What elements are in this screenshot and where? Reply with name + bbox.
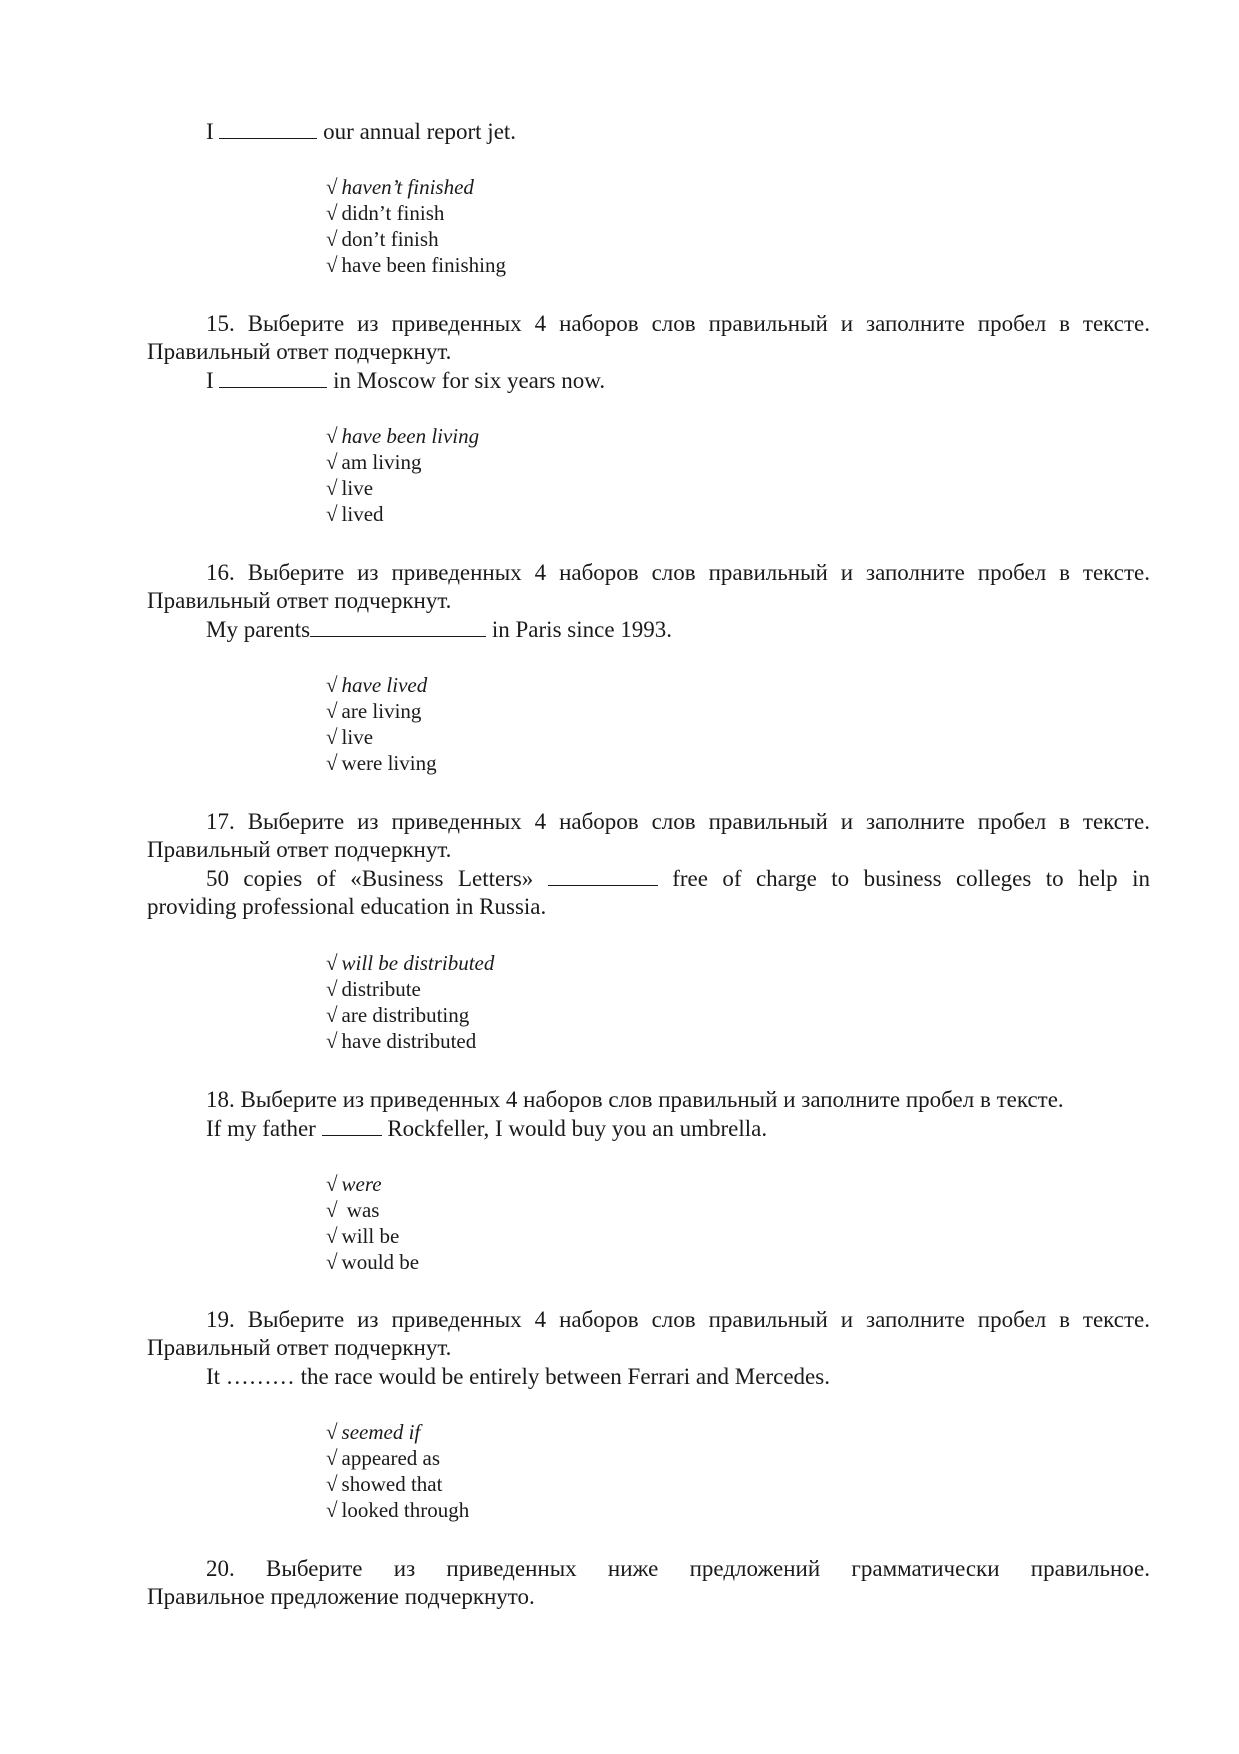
question-20-note: Правильное предложение подчеркнуто. xyxy=(147,1584,535,1609)
option: √ are distributing xyxy=(326,1003,470,1027)
option: √ live xyxy=(326,725,374,749)
instruction-text: Выберите из приведенных 4 наборов слов правильный и заполните пробел в тексте. xyxy=(247,560,1151,585)
option: √ distribute xyxy=(326,977,421,1001)
check-icon: √ xyxy=(326,951,338,975)
option-correct: √ will be distributed xyxy=(326,951,495,975)
question-14-sentence xyxy=(206,118,516,146)
question-number: 15. xyxy=(206,311,235,336)
sentence-after: our annual report jet. xyxy=(323,119,517,144)
check-icon: √ xyxy=(326,1472,338,1496)
check-icon: √ xyxy=(326,1420,338,1444)
check-icon: √ xyxy=(326,673,338,697)
instruction-text: Выберите из приведенных 4 наборов слов правильный и заполните пробел в тексте. xyxy=(247,1307,1151,1332)
question-16-options xyxy=(326,672,437,776)
sentence-after: in Moscow for six years now. xyxy=(333,368,606,393)
question-number: 17. xyxy=(206,809,235,834)
instruction-text: Выберите из приведенных 4 наборов слов правильный и заполните пробел в тексте. xyxy=(240,1087,1064,1112)
question-15-sentence xyxy=(206,367,605,395)
option-correct: √ were xyxy=(326,1172,382,1196)
check-icon: √ xyxy=(326,1172,338,1196)
check-icon: √ xyxy=(326,424,338,448)
sentence-before: I xyxy=(206,119,214,144)
option: √ have distributed xyxy=(326,1029,477,1053)
question-16-instruction xyxy=(147,559,1150,587)
option-correct: √ seemed if xyxy=(326,1420,421,1444)
option-correct: √ have been living xyxy=(326,424,480,448)
option: √ would be xyxy=(326,1250,420,1274)
option: √ was xyxy=(326,1198,380,1222)
check-icon: √ xyxy=(326,977,338,1001)
question-15-options xyxy=(326,423,479,527)
option: √ appeared as xyxy=(326,1446,441,1470)
option: √ am living xyxy=(326,450,422,474)
question-19-note: Правильный ответ подчеркнут. xyxy=(147,1335,452,1360)
check-icon: √ xyxy=(326,502,338,526)
question-18-instruction xyxy=(206,1086,1064,1114)
check-icon: √ xyxy=(326,201,338,225)
sentence-before: It ……… xyxy=(206,1364,295,1389)
answer-blank xyxy=(310,618,486,637)
option-correct: √ haven’t finished xyxy=(326,175,474,199)
answer-blank xyxy=(548,867,658,886)
question-19-options xyxy=(326,1419,469,1523)
question-15-instruction xyxy=(147,310,1150,338)
question-number: 20. xyxy=(206,1556,235,1581)
sentence-before: 50 copies of «Business Letters» xyxy=(206,866,534,891)
sentence-after: free of charge to business colleges to help in xyxy=(672,866,1151,891)
check-icon: √ xyxy=(326,725,338,749)
answer-blank xyxy=(322,1117,382,1136)
option-correct: √ have lived xyxy=(326,673,428,697)
question-17-sentence xyxy=(147,865,1150,893)
question-17-sentence-continued: providing professional education in Russia. xyxy=(147,894,547,919)
check-icon: √ xyxy=(326,175,338,199)
question-19-instruction xyxy=(147,1306,1150,1334)
question-16-sentence xyxy=(206,616,672,644)
instruction-text: Выберите из приведенных 4 наборов слов правильный и заполните пробел в тексте. xyxy=(247,311,1151,336)
question-18-sentence xyxy=(206,1115,767,1143)
question-20-instruction xyxy=(147,1555,1150,1583)
check-icon: √ xyxy=(326,751,338,775)
check-icon: √ xyxy=(326,1198,338,1222)
question-17-note: Правильный ответ подчеркнут. xyxy=(147,837,452,862)
question-18-options xyxy=(326,1171,419,1275)
option: √ have been finishing xyxy=(326,253,506,277)
instruction-text: Выберите из приведенных 4 наборов слов правильный и заполните пробел в тексте. xyxy=(247,809,1151,834)
sentence-after: in Paris since 1993. xyxy=(491,617,673,642)
option: √ showed that xyxy=(326,1472,443,1496)
check-icon: √ xyxy=(326,253,338,277)
check-icon: √ xyxy=(326,1446,338,1470)
check-icon: √ xyxy=(326,1029,338,1053)
option: √ looked through xyxy=(326,1498,470,1522)
check-icon: √ xyxy=(326,227,338,251)
question-17-instruction xyxy=(147,808,1150,836)
option: √ were living xyxy=(326,751,437,775)
check-icon: √ xyxy=(326,476,338,500)
option: √ don’t finish xyxy=(326,227,439,251)
check-icon: √ xyxy=(326,1498,338,1522)
question-15-note: Правильный ответ подчеркнут. xyxy=(147,339,452,364)
option: √ are living xyxy=(326,699,422,723)
question-16-note: Правильный ответ подчеркнут. xyxy=(147,588,452,613)
sentence-before: If my father xyxy=(206,1116,316,1141)
sentence-before: My parents xyxy=(206,617,311,642)
question-17-options xyxy=(326,950,494,1054)
sentence-after: Rockfeller, I would buy you an umbrella. xyxy=(387,1116,768,1141)
check-icon: √ xyxy=(326,699,338,723)
instruction-text: Выберите из приведенных ниже предложений грамматически правильное. xyxy=(266,1556,1151,1581)
sentence-after: the race would be entirely between Ferrari and Mercedes. xyxy=(300,1364,830,1389)
option: √ will be xyxy=(326,1224,400,1248)
answer-blank xyxy=(219,369,327,388)
question-19-sentence xyxy=(206,1363,830,1391)
sentence-before: I xyxy=(206,368,214,393)
answer-blank xyxy=(219,120,317,139)
option: √ didn’t finish xyxy=(326,201,445,225)
check-icon: √ xyxy=(326,1250,338,1274)
check-icon: √ xyxy=(326,1003,338,1027)
question-number: 19. xyxy=(206,1307,235,1332)
check-icon: √ xyxy=(326,1224,338,1248)
option: √ lived xyxy=(326,502,384,526)
question-number: 16. xyxy=(206,560,235,585)
question-number: 18. xyxy=(206,1087,235,1112)
option: √ live xyxy=(326,476,374,500)
question-14-options xyxy=(326,174,506,278)
check-icon: √ xyxy=(326,450,338,474)
